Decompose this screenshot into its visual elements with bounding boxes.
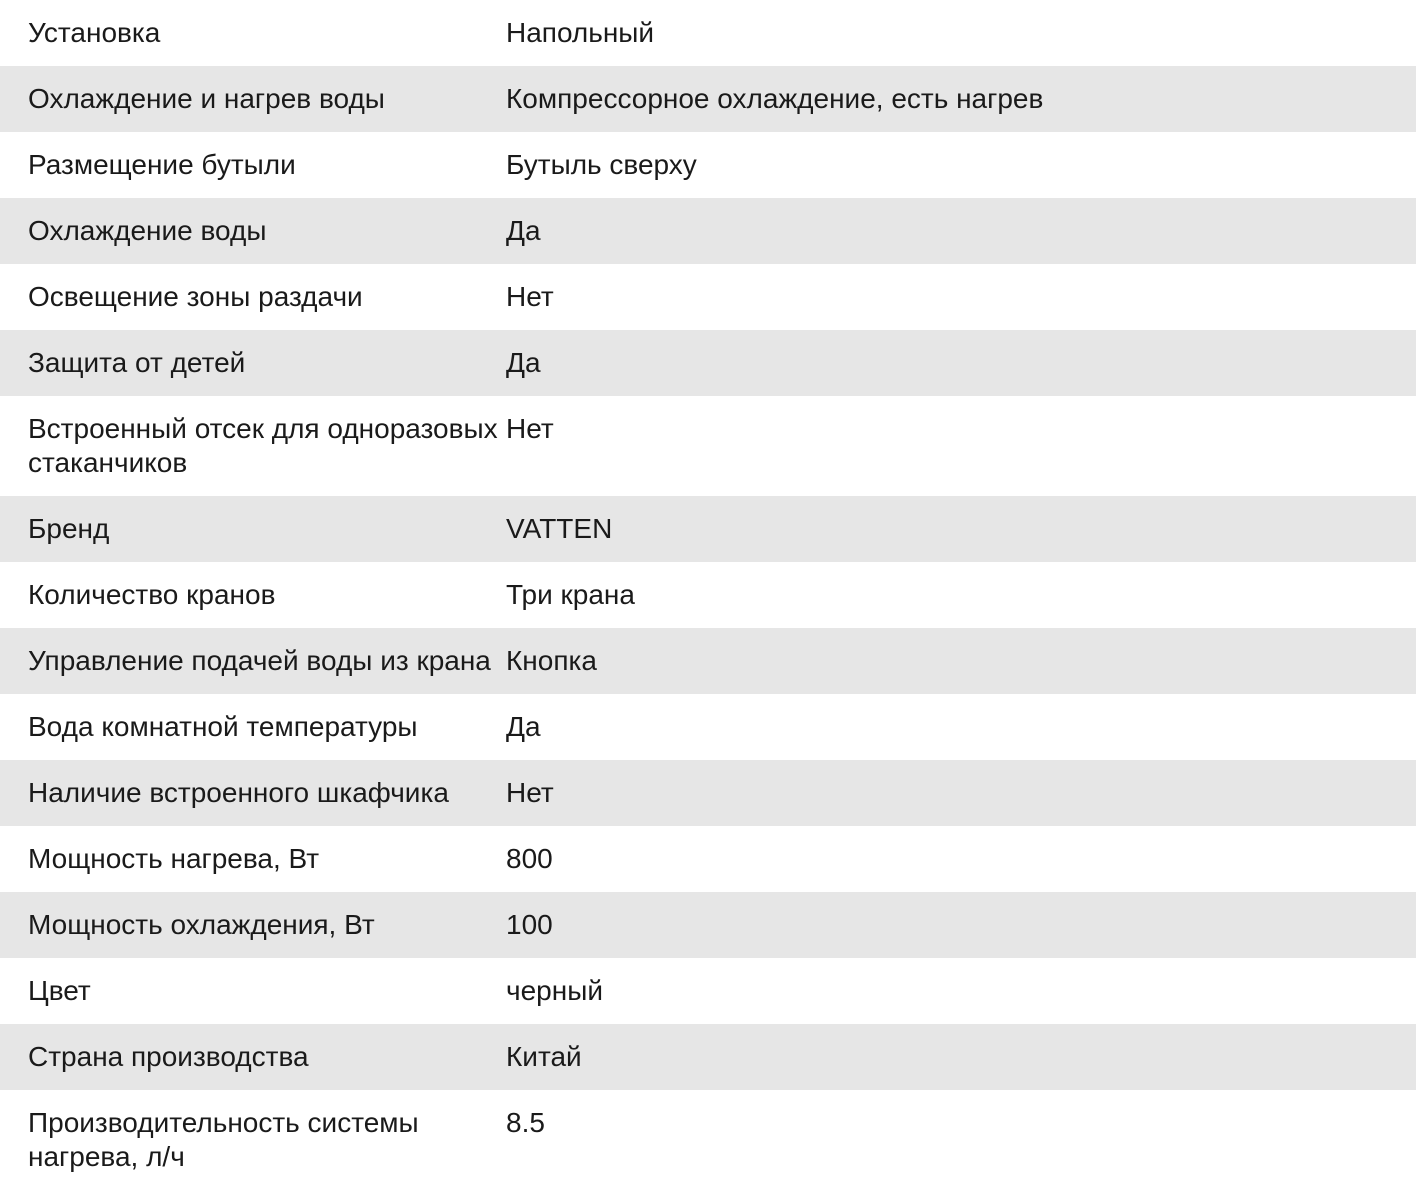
spec-value: 100 <box>506 892 1416 958</box>
spec-value: Компрессорное охлаждение, есть нагрев <box>506 66 1416 132</box>
spec-name: Управление подачей воды из крана <box>0 628 506 694</box>
spec-name: Мощность охлаждения, Вт <box>0 892 506 958</box>
spec-row-tap-control <box>0 628 1416 694</box>
spec-row-heating-capacity <box>0 1090 1416 1190</box>
spec-name: Количество кранов <box>0 562 506 628</box>
spec-value: Да <box>506 330 1416 396</box>
spec-name: Установка <box>0 0 506 66</box>
spec-name: Страна производства <box>0 1024 506 1090</box>
spec-name: Бренд <box>0 496 506 562</box>
spec-name: Цвет <box>0 958 506 1024</box>
spec-value: Нет <box>506 264 1416 330</box>
spec-value: Нет <box>506 760 1416 826</box>
spec-row-tap-count <box>0 562 1416 628</box>
spec-name: Встроенный отсек для одноразовых стаканчиков <box>0 396 506 496</box>
spec-row-room-temp-water <box>0 694 1416 760</box>
spec-value: Бутыль сверху <box>506 132 1416 198</box>
spec-name: Размещение бутыли <box>0 132 506 198</box>
spec-row-brand <box>0 496 1416 562</box>
spec-name: Защита от детей <box>0 330 506 396</box>
spec-name: Освещение зоны раздачи <box>0 264 506 330</box>
spec-row-country <box>0 1024 1416 1090</box>
spec-value: Кнопка <box>506 628 1416 694</box>
spec-row-dispense-lighting <box>0 264 1416 330</box>
spec-value: Да <box>506 198 1416 264</box>
spec-value: Нет <box>506 396 1416 496</box>
spec-row-child-lock <box>0 330 1416 396</box>
spec-value: 8.5 <box>506 1090 1416 1190</box>
spec-value: Напольный <box>506 0 1416 66</box>
spec-value: Китай <box>506 1024 1416 1090</box>
spec-name: Мощность нагрева, Вт <box>0 826 506 892</box>
spec-name: Охлаждение воды <box>0 198 506 264</box>
spec-value: Три крана <box>506 562 1416 628</box>
spec-row-cooling-heating <box>0 66 1416 132</box>
spec-value: VATTEN <box>506 496 1416 562</box>
spec-row-installation <box>0 0 1416 66</box>
spec-value: черный <box>506 958 1416 1024</box>
spec-row-color <box>0 958 1416 1024</box>
spec-row-cooling-power <box>0 892 1416 958</box>
spec-row-water-cooling <box>0 198 1416 264</box>
spec-name: Охлаждение и нагрев воды <box>0 66 506 132</box>
spec-value: 800 <box>506 826 1416 892</box>
spec-row-bottle-placement <box>0 132 1416 198</box>
spec-value: Да <box>506 694 1416 760</box>
spec-name: Наличие встроенного шкафчика <box>0 760 506 826</box>
spec-row-cup-compartment <box>0 396 1416 496</box>
spec-name: Вода комнатной температуры <box>0 694 506 760</box>
spec-name: Производительность системы нагрева, л/ч <box>0 1090 506 1190</box>
spec-row-built-in-cabinet <box>0 760 1416 826</box>
spec-row-heating-power <box>0 826 1416 892</box>
